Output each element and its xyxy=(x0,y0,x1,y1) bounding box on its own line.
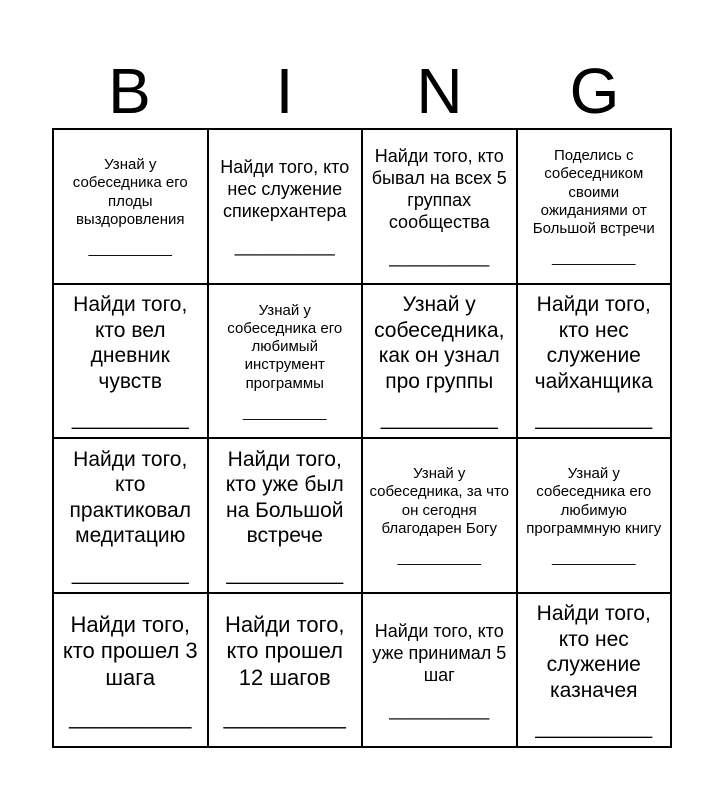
bingo-cell[interactable] xyxy=(54,130,209,285)
signature-line: __________ xyxy=(71,407,189,431)
signature-line: __________ xyxy=(552,549,636,567)
cell-text: Найди того, кто прошел 3 шага xyxy=(62,611,198,691)
cell-text: Найди того, кто нес служение казначея xyxy=(536,602,651,702)
signature-line: __________ xyxy=(234,236,335,257)
signature-line: __________ xyxy=(223,703,346,729)
bingo-cell[interactable] xyxy=(209,285,364,440)
header-letter-n: N xyxy=(416,55,463,127)
bingo-cell[interactable] xyxy=(363,594,518,749)
bingo-cell[interactable] xyxy=(209,439,364,594)
signature-line: __________ xyxy=(389,247,490,268)
cell-text: Поделись с собеседником своими ожиданиями от Большой встречи xyxy=(532,147,655,238)
bingo-cell[interactable] xyxy=(363,285,518,440)
cell-text: Найди того, кто вел дневник чувств xyxy=(73,293,188,393)
signature-line: __________ xyxy=(389,699,490,720)
cell-text: Найди того, кто практиковал медитацию xyxy=(69,447,191,548)
bingo-cell[interactable] xyxy=(518,130,673,285)
bingo-cell[interactable] xyxy=(363,439,518,594)
header-letter-i: I xyxy=(275,55,294,127)
cell-text: Найди того, кто нес служение чайханщика xyxy=(534,293,653,393)
bingo-cell[interactable] xyxy=(54,285,209,440)
bingo-cell[interactable] xyxy=(54,439,209,594)
signature-line: __________ xyxy=(380,407,498,431)
signature-line: __________ xyxy=(397,549,481,567)
bingo-cell[interactable] xyxy=(209,130,364,285)
cell-text: Узнай у собеседника его любимую программную книгу xyxy=(526,465,662,538)
cell-text: Узнай у собеседника его любимый инструмент программы xyxy=(227,301,343,392)
bingo-cell[interactable] xyxy=(209,594,364,749)
bingo-cell[interactable] xyxy=(518,594,673,749)
cell-text: Найди того, кто бывал на всех 5 группах сообщества xyxy=(371,146,507,233)
signature-line: __________ xyxy=(71,561,189,585)
bingo-cell[interactable] xyxy=(363,130,518,285)
bingo-cell[interactable] xyxy=(518,285,673,440)
header-letter-g: G xyxy=(569,55,620,127)
cell-text: Узнай у собеседника его плоды выздоровления xyxy=(72,156,188,229)
cell-text: Найди того, кто прошел 12 шагов xyxy=(224,611,345,691)
signature-line: __________ xyxy=(535,716,653,740)
signature-line: __________ xyxy=(535,407,653,431)
signature-line: __________ xyxy=(88,240,172,258)
header-letter-b: B xyxy=(108,55,151,127)
cell-text: Узнай у собеседника, как он узнал про группы xyxy=(374,293,505,393)
cell-text: Найди того, кто уже принимал 5 шаг xyxy=(372,620,507,685)
signature-line: __________ xyxy=(69,703,192,729)
signature-line: __________ xyxy=(243,403,327,421)
cell-text: Узнай у собеседника, за что он сегодня благодарен Богу xyxy=(369,465,510,538)
signature-line: __________ xyxy=(226,561,344,585)
bingo-cell[interactable] xyxy=(518,439,673,594)
signature-line: __________ xyxy=(552,249,636,267)
bingo-header xyxy=(52,55,672,127)
bingo-cell[interactable] xyxy=(54,594,209,749)
bingo-grid xyxy=(52,128,672,748)
cell-text: Найди того, кто нес служение спикерхантера xyxy=(220,157,350,222)
cell-text: Найди того, кто уже был на Большой встрече xyxy=(225,447,344,548)
